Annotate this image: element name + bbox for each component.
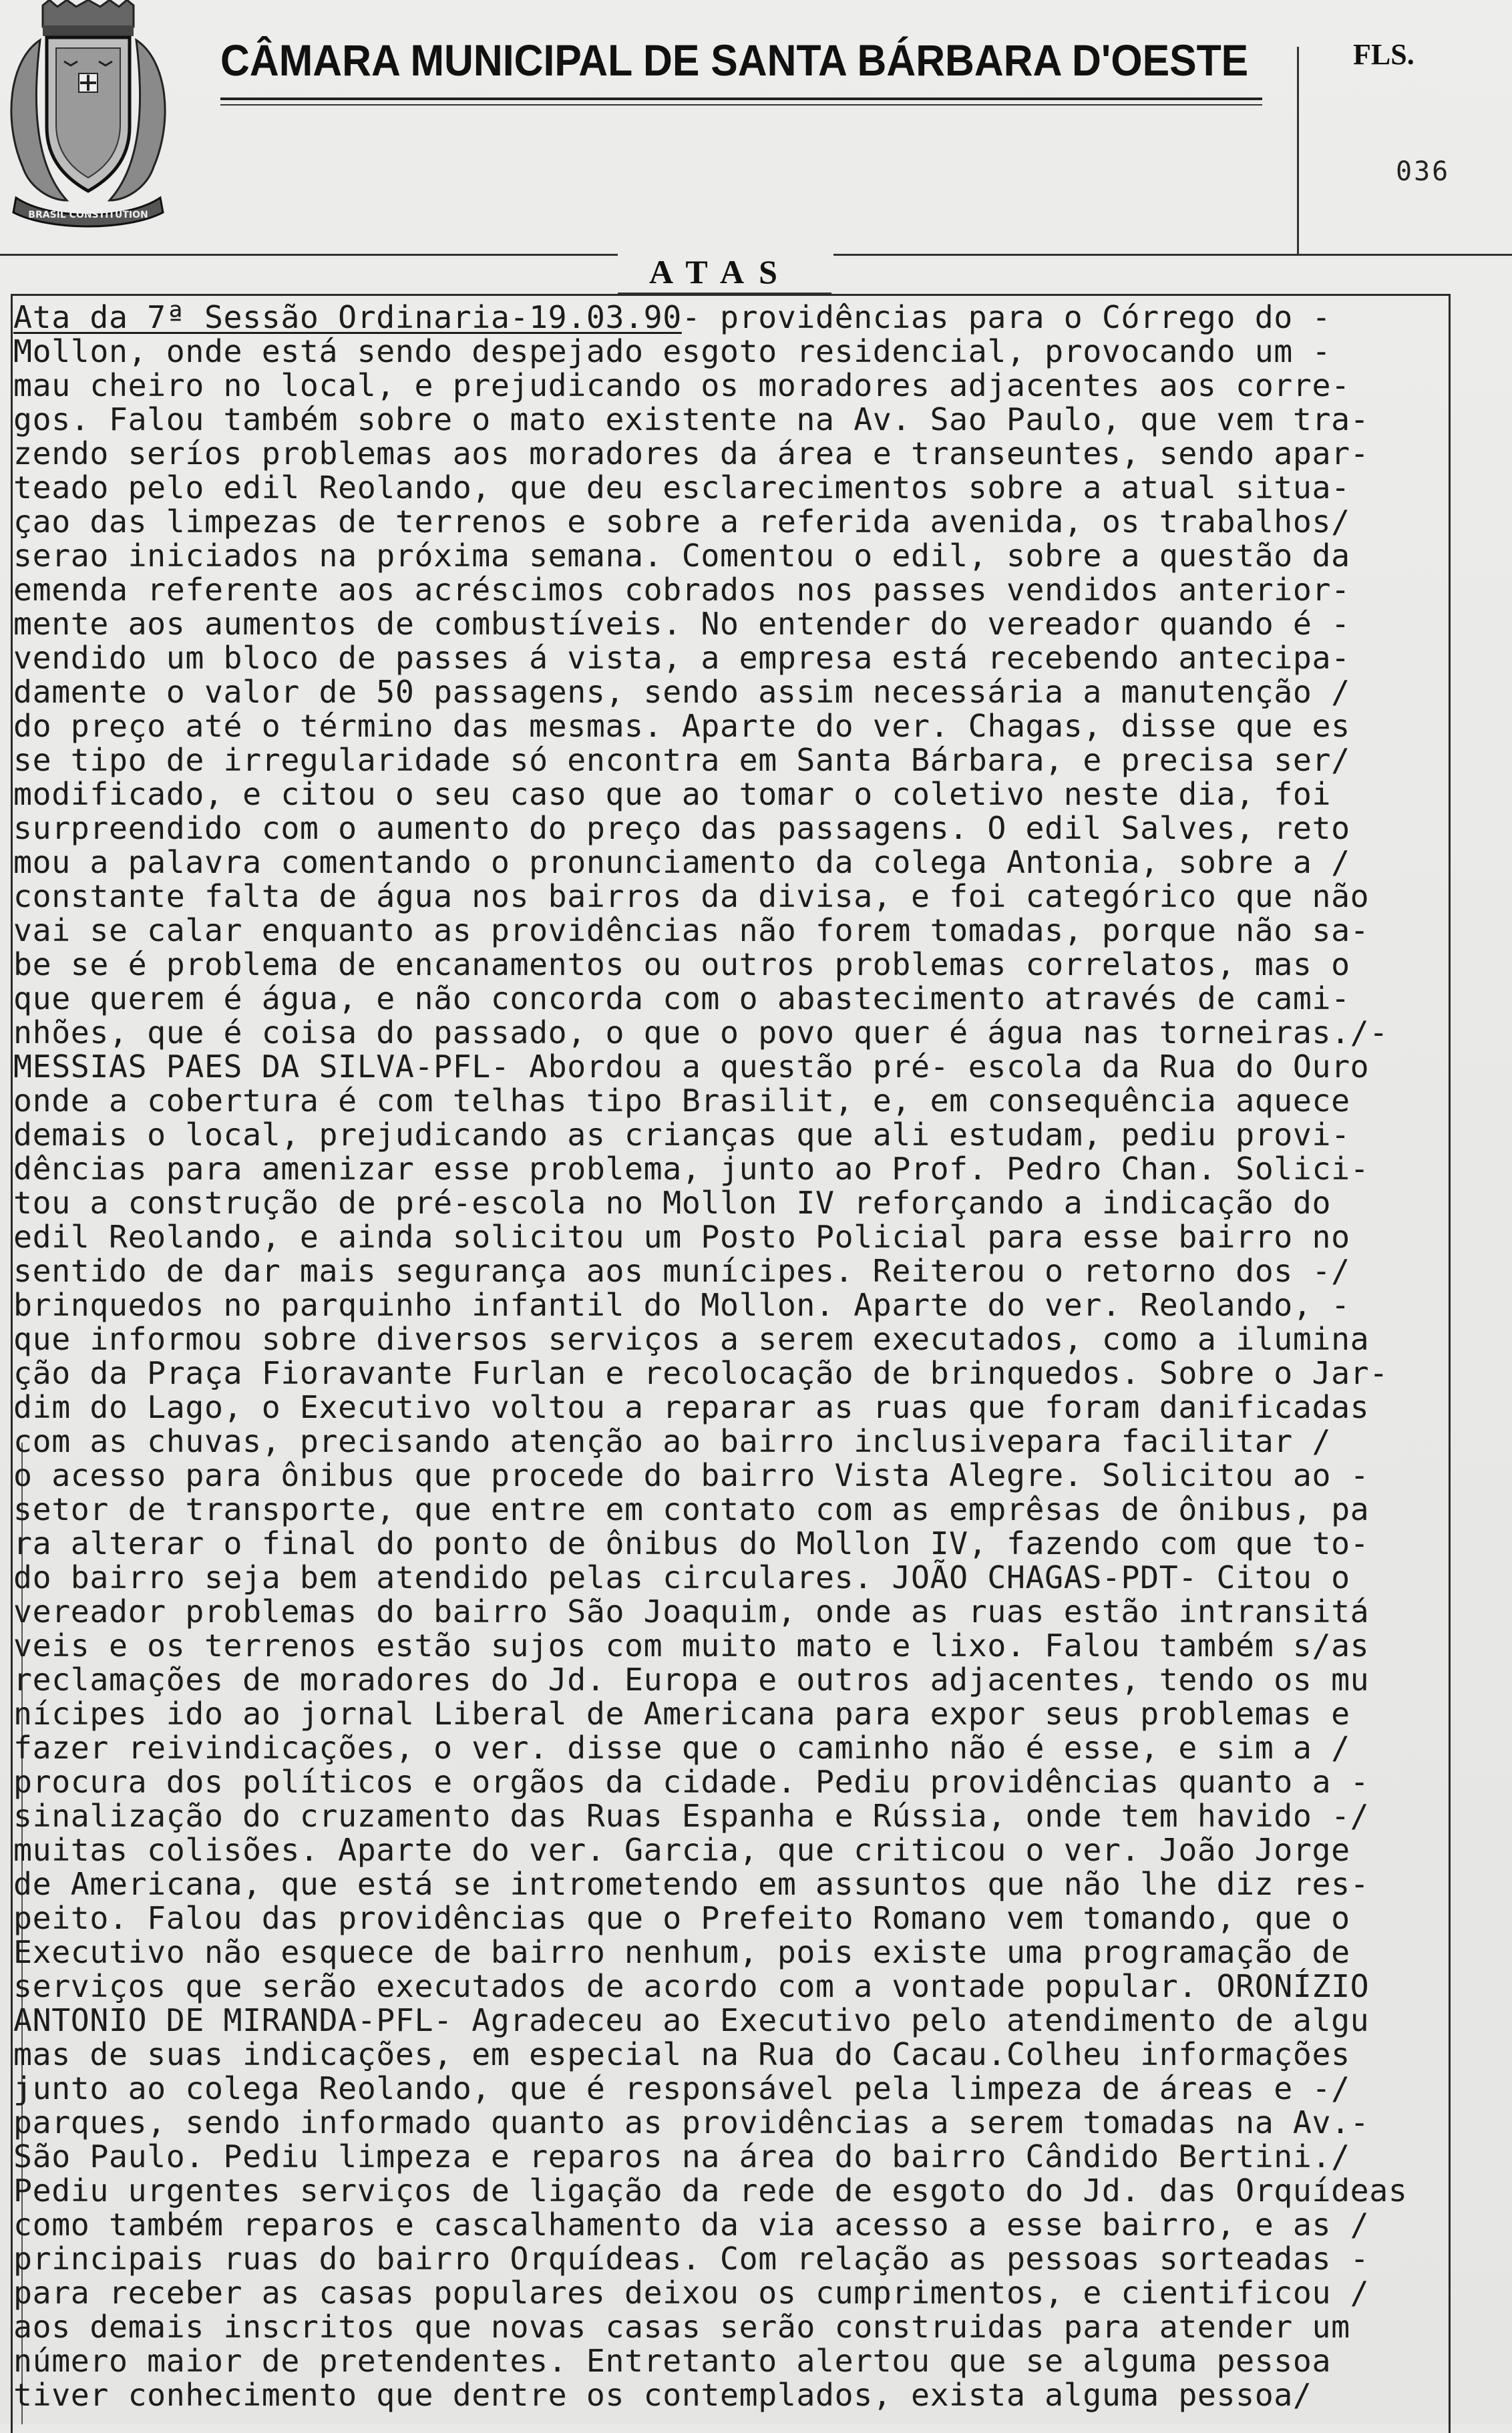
- minutes-line: demais o local, prejudicando as crianças que ali estudam, pediu provi-: [13, 1117, 1350, 1153]
- minutes-line: nícipes ido ao jornal Liberal de Americana para expor seus problemas e: [13, 1696, 1350, 1732]
- minutes-line: fazer reivindicações, o ver. disse que o caminho não é esse, e sim a /: [13, 1730, 1350, 1766]
- minutes-line: do bairro seja bem atendido pelas circulares. JOÃO CHAGAS-PDT- Citou o: [13, 1559, 1350, 1596]
- minutes-line: Pediu urgentes serviços de ligação da rede de esgoto do Jd. das Orquídeas: [13, 2173, 1408, 2209]
- minutes-line: brinquedos no parquinho infantil do Mollon. Aparte do ver. Reolando, -: [13, 1287, 1350, 1323]
- minutes-line: sinalização do cruzamento das Ruas Espanha e Rússia, onde tem havido -/: [13, 1798, 1370, 1834]
- minutes-line: serviços que serão executados de acordo com a vontade popular. ORONÍZIO: [13, 1968, 1370, 2004]
- minutes-line: parques, sendo informado quanto as providências a serem tomadas na Av.-: [13, 2104, 1370, 2140]
- minutes-line: serao iniciados na próxima semana. Comentou o edil, sobre a questão da: [13, 538, 1350, 574]
- minutes-line: emenda referente aos acréscimos cobrados nos passes vendidos anterior-: [13, 572, 1350, 608]
- minutes-line: de Americana, que está se intrometendo em assuntos que não lhe diz res-: [13, 1866, 1370, 1902]
- minutes-body: [13, 301, 1456, 2412]
- minutes-line: setor de transporte, que entre em contato com as emprêsas de ônibus, pa: [13, 1491, 1370, 1527]
- section-rule-right: [833, 254, 1512, 256]
- header-rule-thin: [220, 104, 1262, 106]
- minutes-line: çao das limpezas de terrenos e sobre a referida avenida, os trabalhos/: [13, 504, 1350, 540]
- minutes-line: que informou sobre diversos serviços a serem executados, como a ilumina: [13, 1321, 1370, 1357]
- minutes-line: vai se calar enquanto as providências não forem tomadas, porque não sa-: [13, 912, 1370, 948]
- minutes-line: dim do Lago, o Executivo voltou a reparar as ruas que foram danificadas: [13, 1389, 1370, 1425]
- minutes-line: principais ruas do bairro Orquídeas. Com relação as pessoas sorteadas -: [13, 2241, 1370, 2277]
- minutes-line: com as chuvas, precisando atenção ao bairro inclusivepara facilitar /: [13, 1423, 1332, 1459]
- minutes-line: zendo seríos problemas aos moradores da área e transeuntes, sendo apar-: [13, 435, 1370, 472]
- header-rule: [220, 98, 1262, 100]
- minutes-line: como também reparos e cascalhamento da via acesso a esse bairro, e as /: [13, 2207, 1370, 2243]
- minutes-line: junto ao colega Reolando, que é responsável pela limpeza de áreas e -/: [13, 2070, 1350, 2106]
- minutes-line: procura dos políticos e orgãos da cidade. Pediu providências quanto a -: [13, 1764, 1370, 1800]
- folio-number: 036: [1396, 156, 1451, 187]
- minutes-line: modificado, e citou o seu caso que ao tomar o coletivo neste dia, foi: [13, 776, 1332, 812]
- minutes-line: Mollon, onde está sendo despejado esgoto residencial, provocando um -: [13, 333, 1332, 369]
- minutes-line: reclamações de moradores do Jd. Europa e outros adjacentes, tendo os mu: [13, 1662, 1370, 1698]
- minutes-line: dências para amenizar esse problema, junto ao Prof. Pedro Chan. Solici-: [13, 1151, 1370, 1187]
- minutes-first-line: [13, 301, 1456, 335]
- minutes-line: o acesso para ônibus que procede do bairro Vista Alegre. Solicitou ao -: [13, 1457, 1370, 1493]
- minutes-line: tiver conhecimento que dentre os contemplados, exista alguma pessoa/: [13, 2377, 1312, 2413]
- minutes-line: vendido um bloco de passes á vista, a empresa está recebendo antecipa-: [13, 640, 1350, 676]
- section-rule-left: [0, 254, 618, 256]
- minutes-line: muitas colisões. Aparte do ver. Garcia, que criticou o ver. João Jorge: [13, 1832, 1350, 1868]
- minutes-line: ção da Praça Fioravante Furlan e recolocação de brinquedos. Sobre o Jar-: [13, 1355, 1388, 1391]
- minutes-line: Executivo não esquece de bairro nenhum, pois existe uma programação de: [13, 1934, 1350, 1970]
- coat-of-arms-icon: [3, 0, 174, 228]
- minutes-line: be se é problema de encanamentos ou outros problemas correlatos, mas o: [13, 946, 1350, 982]
- minutes-line: do preço até o término das mesmas. Aparte do ver. Chagas, disse que es: [13, 708, 1350, 744]
- institution-name: CÂMARA MUNICIPAL DE SANTA BÁRBARA D'OESTE: [220, 35, 1249, 85]
- folio-label: FLS.: [1353, 38, 1414, 71]
- minutes-line: - providências para o Córrego do -: [681, 299, 1332, 335]
- minutes-line: tou a construção de pré-escola no Mollon IV reforçando a indicação do: [13, 1185, 1332, 1221]
- minutes-line: teado pelo edil Reolando, que deu esclarecimentos sobre a atual situa-: [13, 470, 1350, 506]
- minutes-line: São Paulo. Pediu limpeza e reparos na área do bairro Cândido Bertini./: [13, 2138, 1350, 2175]
- minutes-line: número maior de pretendentes. Entretanto alertou que se alguma pessoa: [13, 2343, 1332, 2379]
- minutes-line: aos demais inscritos que novas casas serão construidas para atender um: [13, 2309, 1350, 2345]
- minutes-line: onde a cobertura é com telhas tipo Brasilit, e, em consequência aquece: [13, 1083, 1350, 1119]
- minutes-line: para receber as casas populares deixou os cumprimentos, e cientificou /: [13, 2275, 1370, 2311]
- minutes-line: damente o valor de 50 passagens, sendo assim necessária a manutenção /: [13, 674, 1350, 710]
- minutes-line: peito. Falou das providências que o Prefeito Romano vem tomando, que o: [13, 1900, 1350, 1936]
- minutes-line: se tipo de irregularidade só encontra em Santa Bárbara, e precisa ser/: [13, 742, 1350, 778]
- minutes-line: gos. Falou também sobre o mato existente na Av. Sao Paulo, que vem tra-: [13, 401, 1370, 437]
- minutes-line: ra alterar o final do ponto de ônibus do Mollon IV, fazendo com que to-: [13, 1525, 1370, 1561]
- folio-divider: [1297, 47, 1299, 255]
- minutes-line: que querem é água, e não concorda com o abastecimento através de cami-: [13, 980, 1350, 1016]
- minutes-line: surpreendido com o aumento do preço das passagens. O edil Salves, reto: [13, 810, 1350, 846]
- minutes-line: vereador problemas do bairro São Joaquim, onde as ruas estão intransitá: [13, 1594, 1370, 1630]
- minutes-line: mau cheiro no local, e prejudicando os moradores adjacentes aos corre-: [13, 367, 1350, 403]
- minutes-line: mente aos aumentos de combustíveis. No entender do vereador quando é -: [13, 606, 1350, 642]
- minutes-line: MESSIAS PAES DA SILVA-PFL- Abordou a questão pré- escola da Rua do Ouro: [13, 1049, 1370, 1085]
- minutes-line: mou a palavra comentando o pronunciamento da colega Antonia, sobre a /: [13, 844, 1350, 880]
- minutes-line: veis e os terrenos estão sujos com muito mato e lixo. Falou também s/as: [13, 1628, 1370, 1664]
- section-title: ATAS: [649, 253, 792, 291]
- minutes-line: mas de suas indicações, em especial na Rua do Cacau.Colheu informações: [13, 2036, 1350, 2072]
- minutes-line: edil Reolando, e ainda solicitou um Posto Policial para esse bairro no: [13, 1219, 1350, 1255]
- crest-banner-text: BRASIL CONSTITUTION: [28, 210, 148, 220]
- minutes-line: sentido de dar mais segurança aos munícipes. Reiterou o retorno dos -/: [13, 1253, 1350, 1289]
- minutes-line: nhões, que é coisa do passado, o que o povo quer é água nas torneiras./-: [13, 1014, 1388, 1051]
- minutes-line: constante falta de água nos bairros da divisa, e foi categórico que não: [13, 878, 1370, 914]
- minutes-line: ANTONIO DE MIRANDA-PFL- Agradeceu ao Executivo pelo atendimento de algu: [13, 2002, 1370, 2038]
- minutes-heading: Ata da 7ª Sessão Ordinaria-19.03.90: [13, 299, 682, 335]
